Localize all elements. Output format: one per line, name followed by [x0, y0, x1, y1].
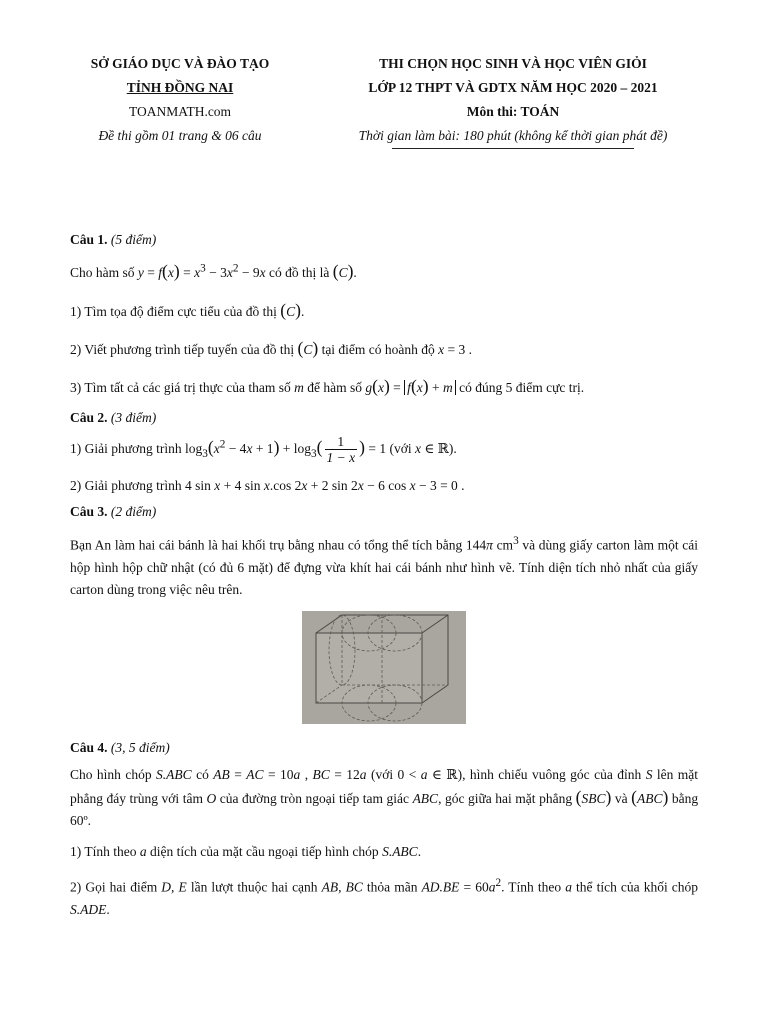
q4-part1: 1) Tính theo a diện tích của mặt cầu ngoại tiếp hình chóp S.ABC. [70, 844, 422, 860]
subject-label: Môn thi: [466, 104, 518, 119]
time-note: Thời gian làm bài: 180 phút (không kể thời gian phát đề) [358, 128, 668, 143]
subject-name: TOÁN [520, 104, 560, 119]
q4-text: Cho hình chóp S.ABC có AB = AC = 10a , BC = 12a (với 0 < a ∈ ℝ), hình chiếu vuông góc của đỉnh S lên mặt phẳng đáy trùng với tâm O của đường tròn ngoại tiếp tam giác ABC, góc giữa hai mặt phẳng (SBC) và (ABC) bằng 60º. [70, 767, 699, 829]
q3-text: Bạn An làm hai cái bánh là hai khối trụ bằng nhau có tổng thể tích bằng 144π $cm^3$ và dùng giấy carton làm một cái hộp hình hộp chữ nhật (có đủ 6 mặt) để đựng vừa khít hai cái bánh như hình vẽ. Tính diện tích nhỏ nhất của giấy carton dùng trong việc nêu trên. [70, 535, 699, 597]
q2-heading: Câu 2. (3 điểm) [70, 409, 157, 425]
header-right [318, 52, 708, 149]
q2-part1: 1) Giải phương trình $\log_3(x^2 - 4x + 1) + \log_3$( $\frac{1}{1 - x}$ ) = 1 (với x ∈ ℝ). [70, 433, 457, 466]
q1-heading: Câu 1. (5 điểm) [70, 232, 157, 247]
department-name: SỞ GIÁO DỤC VÀ ĐÀO TẠO [90, 56, 270, 71]
q1-intro: Cho hàm số $y = f(x) = x^3 - 3x^2 - 9x$ có đồ thị là (C). [70, 261, 357, 282]
box-figure [302, 611, 466, 724]
box-drawing [302, 611, 466, 724]
header-rule [392, 148, 634, 149]
q2-part2: 2) Giải phương trình 4 sin x + 4 sin x.cos 2x + 2 sin 2x − 6 cos x − 3 = 0 . [70, 477, 465, 493]
exam-title: THI CHỌN HỌC SINH VÀ HỌC VIÊN GIỎI [379, 56, 647, 71]
subject-line [318, 100, 708, 124]
pages-note: Đề thi gồm 01 trang & 06 câu [98, 128, 262, 143]
q1-part1: 1) Tìm tọa độ điểm cực tiểu của đồ thị (C). [70, 299, 305, 320]
exam-content [70, 230, 698, 921]
q4-part2: 2) Gọi hai điểm D, E lần lượt thuộc hai cạnh AB, BC thỏa mãn $AD.BE = 60a^2$. Tính theo a thể tích của khối chóp S.ADE. [70, 877, 699, 917]
q1-function-formula: y [137, 265, 144, 281]
q4-heading: Câu 4. (3, 5 điểm) [70, 739, 170, 755]
site-name: TOANMATH.com [128, 104, 232, 119]
header-left [60, 52, 300, 148]
q3-heading: Câu 3. (2 điểm) [70, 504, 157, 520]
q1-part2: 2) Viết phương trình tiếp tuyến của đồ thị (C) tại điểm có hoành độ x = 3 . [70, 337, 473, 358]
q1-part3: 3) Tìm tất cả các giá trị thực của tham số m để hàm số g(x) = f(x) + m có đúng 5 điểm cực trị. [70, 376, 585, 397]
province-name: TỈNH ĐỒNG NAI [126, 80, 234, 95]
q2-fraction: $\frac{1}{1 - x}$ [326, 433, 356, 466]
class-year: LỚP 12 THPT VÀ GDTX NĂM HỌC 2020 – 2021 [368, 80, 658, 95]
